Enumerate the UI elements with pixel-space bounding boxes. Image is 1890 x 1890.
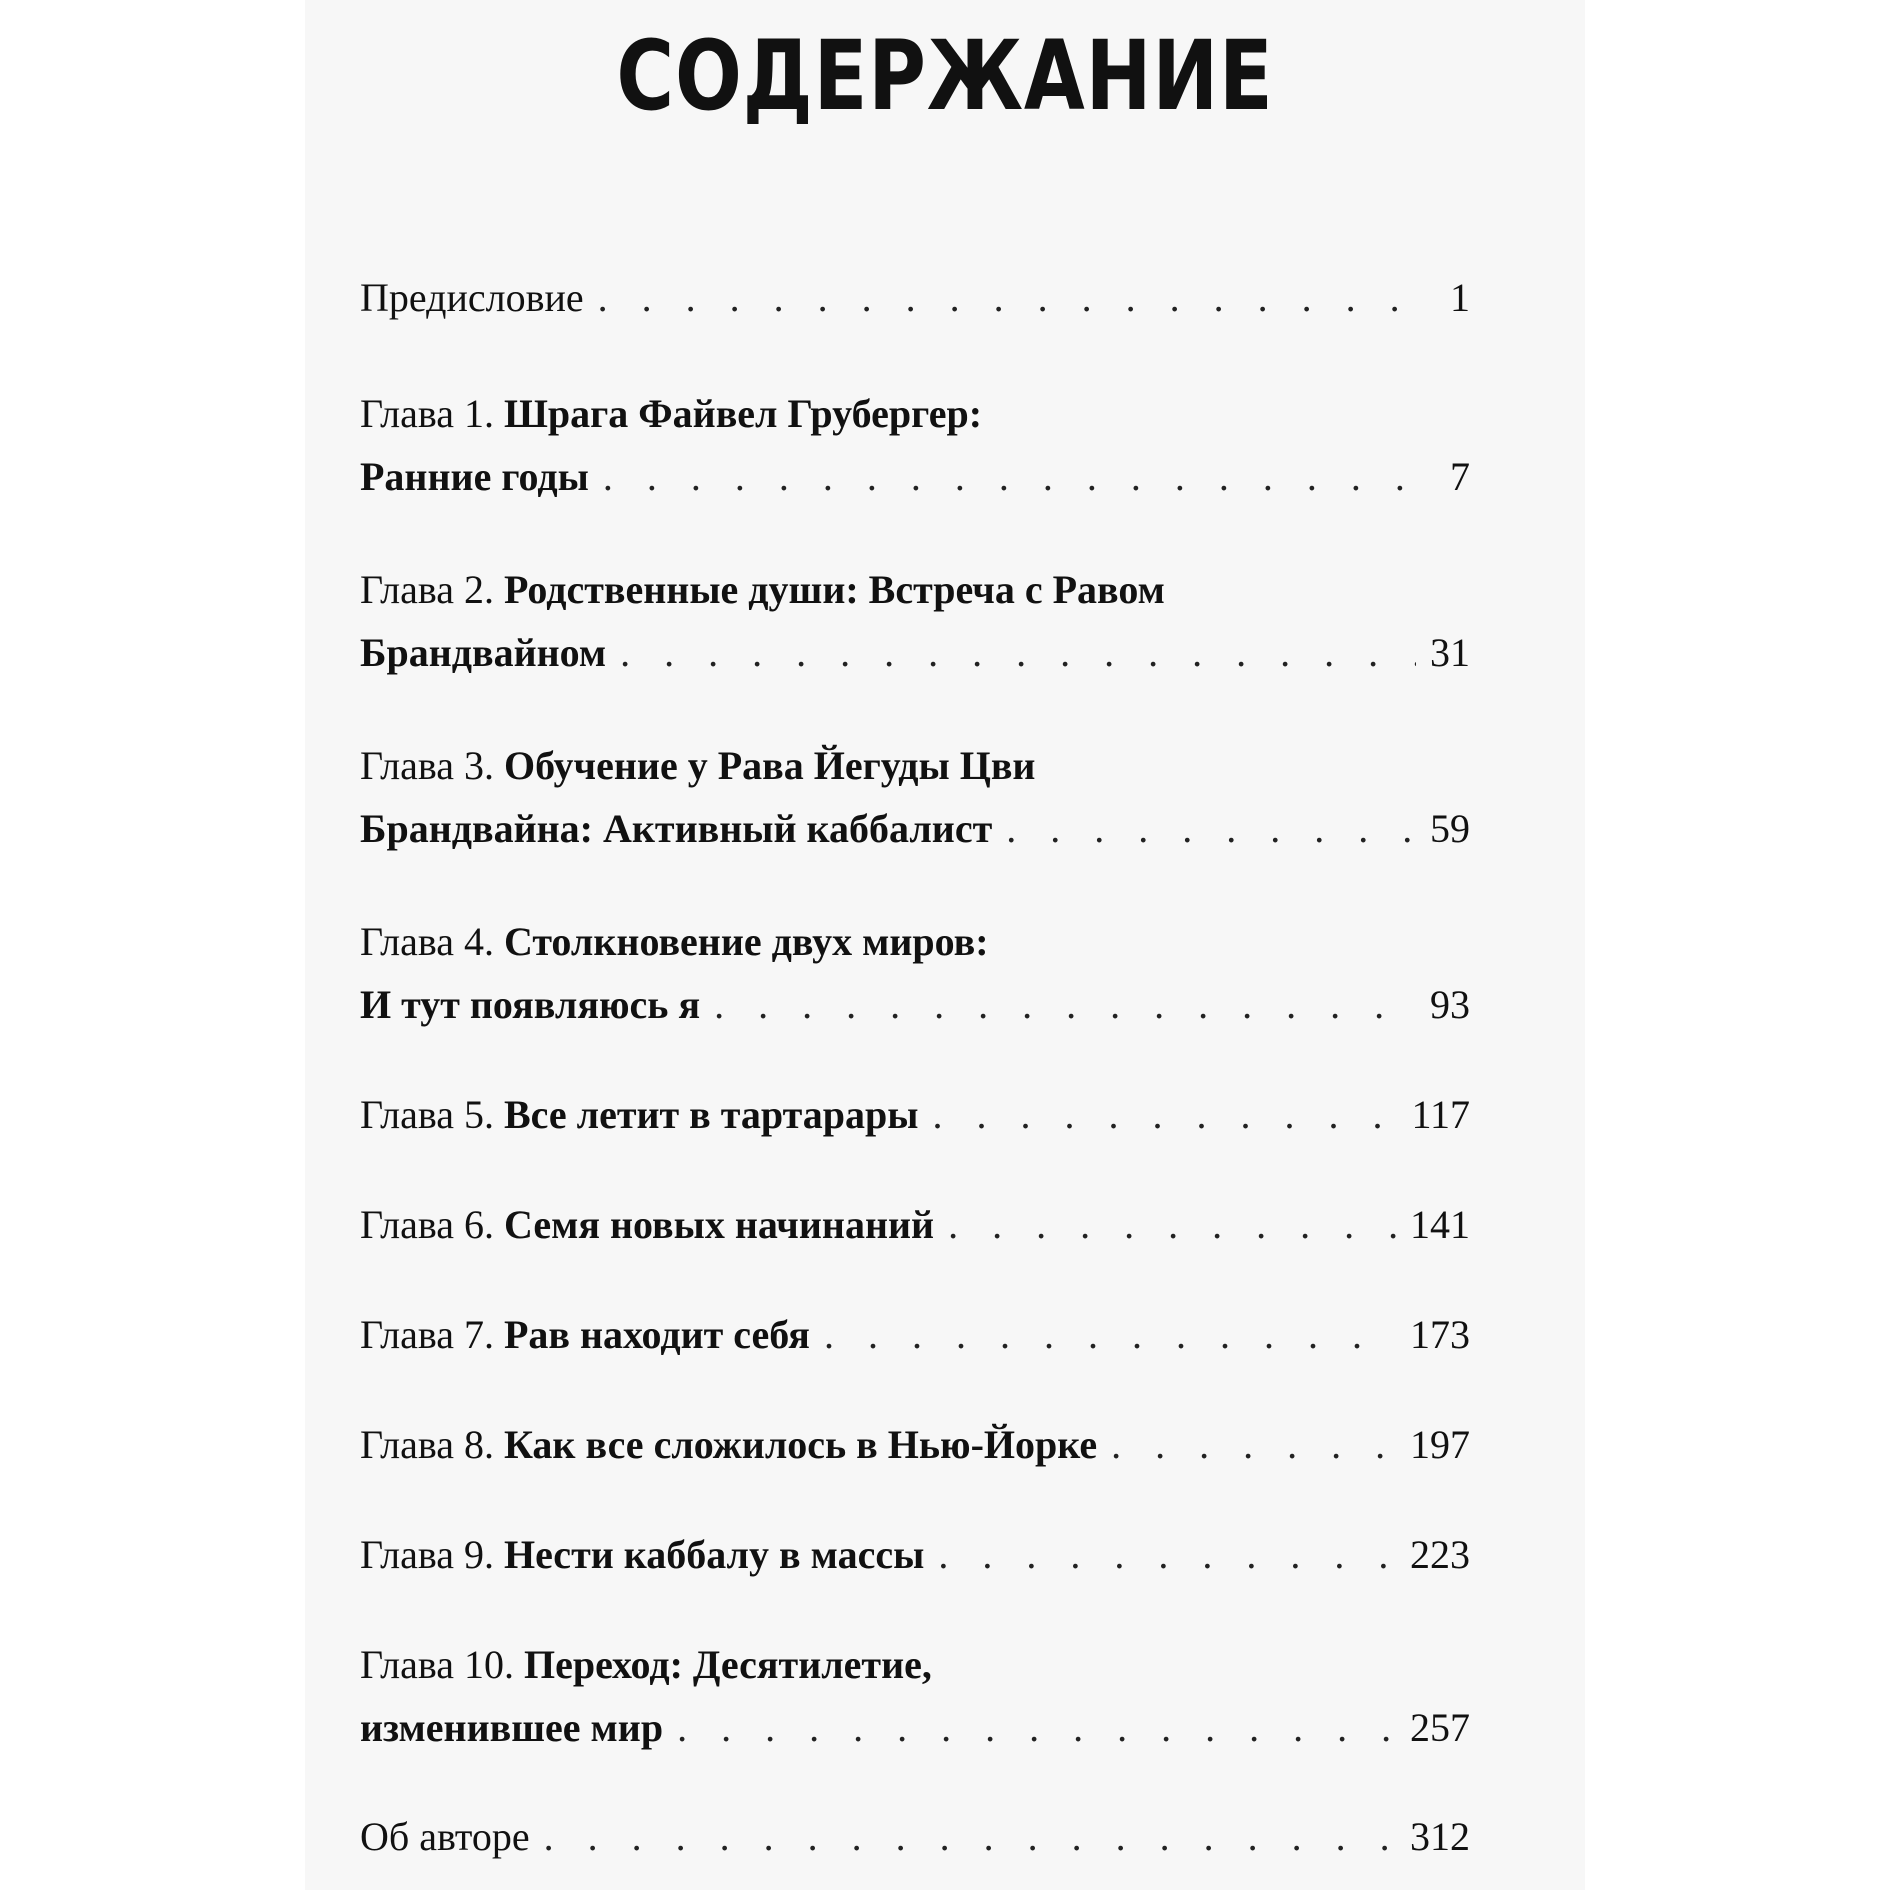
toc-title: Нести каббалу в массы <box>503 1532 925 1577</box>
leader-dots <box>1111 1420 1396 1470</box>
leader-dots <box>603 452 1416 502</box>
toc-entry-chapter-3 <box>360 741 1470 791</box>
toc-entry-chapter-1 <box>360 389 1470 439</box>
toc-entry-chapter-4 <box>360 917 1470 967</box>
toc-page-number: 257 <box>1410 1705 1470 1750</box>
toc-title: Обучение у Рава Йегуды Цви <box>503 743 1036 788</box>
toc-label: Глава 1. <box>360 391 494 436</box>
toc-page-number: 141 <box>1410 1202 1470 1247</box>
toc-page-number: 93 <box>1430 982 1470 1027</box>
toc-entry-chapter-3-cont <box>360 804 1470 854</box>
leader-dots <box>932 1090 1397 1140</box>
toc-title: Брандвайна: Активный каббалист <box>360 806 993 851</box>
leader-dots <box>620 628 1416 678</box>
toc-page-number: 173 <box>1410 1312 1470 1357</box>
toc-title: Все летит в тартарары <box>503 1092 919 1137</box>
toc-label: Глава 5. <box>360 1092 494 1137</box>
toc-label: Об авторе <box>360 1814 530 1859</box>
toc-entry-about-author <box>360 1812 1470 1862</box>
toc-title: Переход: Десятилетие, <box>523 1642 932 1687</box>
toc-title: И тут появляюсь я <box>360 982 701 1027</box>
toc-entry-chapter-9 <box>360 1530 1470 1580</box>
toc-title: Шрага Файвел Грубергер: <box>503 391 983 436</box>
toc-title: Столкновение двух миров: <box>503 919 989 964</box>
toc-title: Родственные души: Встреча с Равом <box>503 567 1165 612</box>
toc-label: Глава 7. <box>360 1312 494 1357</box>
toc-entry-preface <box>360 273 1470 323</box>
toc-page-number: 312 <box>1410 1814 1470 1859</box>
leader-dots <box>714 980 1416 1030</box>
toc-label: Глава 8. <box>360 1422 494 1467</box>
toc-page-number: 117 <box>1411 1092 1470 1137</box>
leader-dots <box>824 1310 1396 1360</box>
toc-label: Глава 3. <box>360 743 494 788</box>
toc-page-number: 7 <box>1450 454 1470 499</box>
toc-entry-chapter-6 <box>360 1200 1470 1250</box>
toc-label: Предисловие <box>360 275 584 320</box>
toc-title: Брандвайном <box>360 630 607 675</box>
toc-label: Глава 10. <box>360 1642 514 1687</box>
toc-entry-chapter-1-cont <box>360 452 1470 502</box>
toc-entry-chapter-2-cont <box>360 628 1470 678</box>
leader-dots <box>948 1200 1396 1250</box>
page-title: СОДЕРЖАНИЕ <box>616 20 1274 132</box>
book-page <box>305 0 1585 1890</box>
toc-page-number: 59 <box>1430 806 1470 851</box>
toc-entry-chapter-4-cont <box>360 980 1470 1030</box>
leader-dots <box>1006 804 1416 854</box>
toc-entry-chapter-10 <box>360 1640 1470 1690</box>
toc-title: Ранние годы <box>360 454 589 499</box>
toc-entry-chapter-8 <box>360 1420 1470 1470</box>
toc-title: Как все сложилось в Нью-Йорке <box>503 1422 1098 1467</box>
toc-page-number: 223 <box>1410 1532 1470 1577</box>
toc-entry-chapter-10-cont <box>360 1703 1470 1753</box>
toc-page-number: 1 <box>1450 275 1470 320</box>
toc-entry-chapter-2 <box>360 565 1470 615</box>
leader-dots <box>598 273 1416 323</box>
toc-title: Семя новых начинаний <box>503 1202 935 1247</box>
leader-dots <box>544 1812 1396 1862</box>
toc-entry-chapter-5 <box>360 1090 1470 1140</box>
toc-label: Глава 9. <box>360 1532 494 1577</box>
toc-title: Рав находит себя <box>503 1312 810 1357</box>
toc-title: изменившее мир <box>360 1705 664 1750</box>
toc-page-number: 31 <box>1430 630 1470 675</box>
toc-label: Глава 4. <box>360 919 494 964</box>
toc-page-number: 197 <box>1410 1422 1470 1467</box>
toc-label: Глава 6. <box>360 1202 494 1247</box>
toc-entry-chapter-7 <box>360 1310 1470 1360</box>
leader-dots <box>938 1530 1396 1580</box>
leader-dots <box>677 1703 1396 1753</box>
toc-label: Глава 2. <box>360 567 494 612</box>
